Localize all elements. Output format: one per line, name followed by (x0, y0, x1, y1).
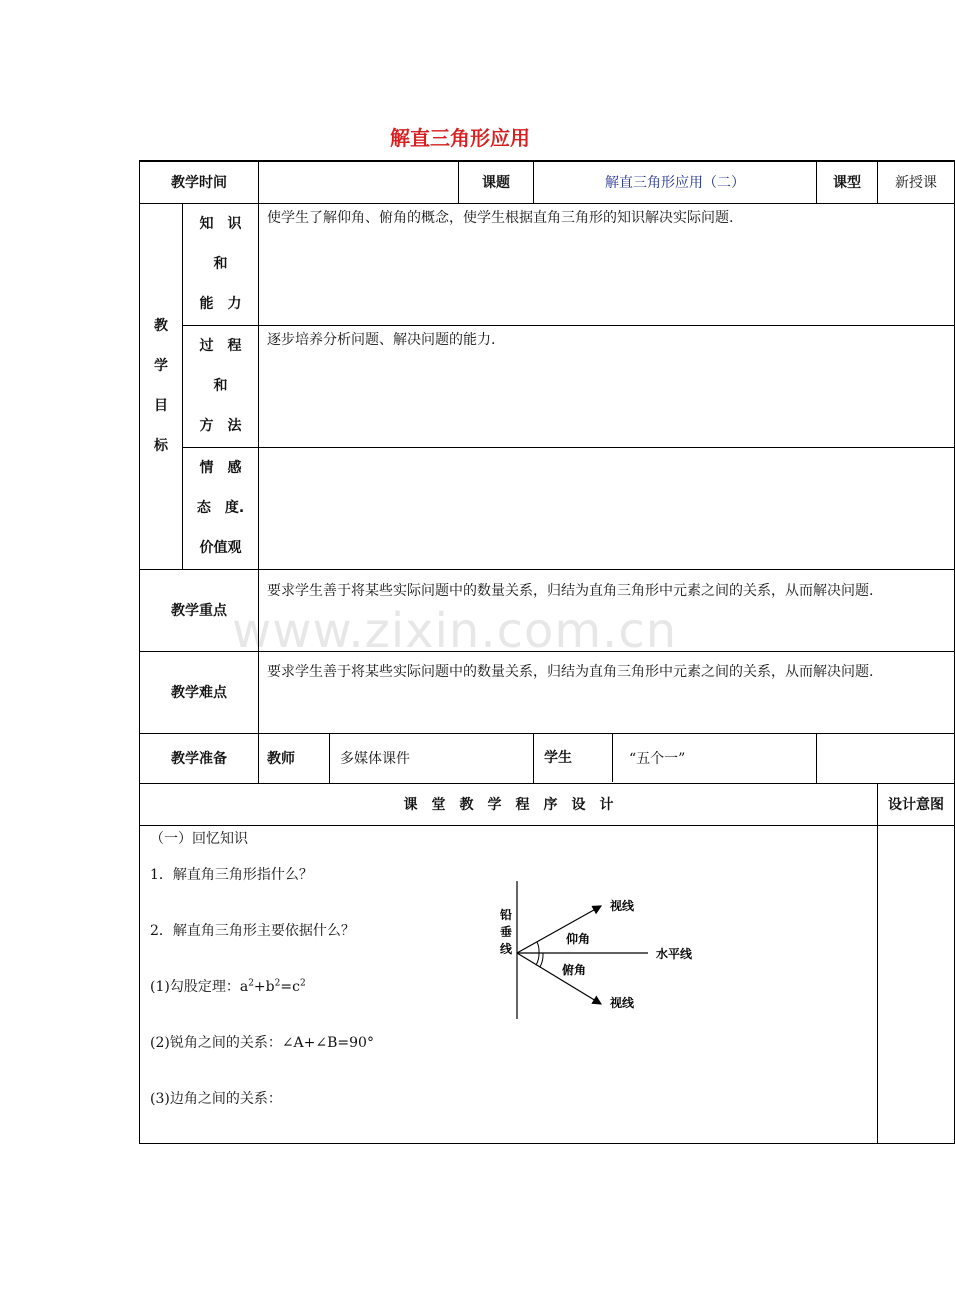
objective-label-knowledge (183, 203, 259, 325)
objectives-label-char: 标 (154, 438, 168, 454)
difficulties-label: 教学难点 (140, 651, 259, 733)
label-line: 知 识 (199, 216, 242, 232)
topic-value: 解直三角形应用（二） (534, 161, 817, 203)
objectives-label-char: 目 (154, 398, 168, 414)
formula-sup: 2 (274, 977, 281, 988)
difficulties-row (140, 651, 955, 733)
type-value: 新授课 (878, 161, 955, 203)
depression-arc (536, 953, 539, 965)
horizontal-label: 水平线 (656, 946, 693, 961)
side-angle-relation: (3)边角之间的关系： (150, 1090, 282, 1107)
key-points-row (140, 569, 955, 651)
section-title: （一）回忆知识 (150, 830, 248, 847)
objective-text-attitude (259, 447, 955, 569)
plumb-label-char: 铅 (500, 907, 513, 922)
objective-label-attitude (183, 447, 259, 569)
type-label: 课型 (817, 161, 878, 203)
key-points-text: 要求学生善于将某些实际问题中的数量关系，归结为直角三角形中元素之间的关系，从而解决问题. (259, 569, 955, 651)
objectives-label (140, 203, 183, 569)
label-line: 情 感 (199, 460, 242, 476)
formula-part: (1)勾股定理：a (150, 978, 249, 995)
objective-row-attitude (140, 447, 955, 569)
time-label: 教学时间 (140, 161, 259, 203)
teacher-value: 多媒体课件 (330, 733, 534, 783)
formula-part: +b (253, 978, 275, 995)
intent-header: 设计意图 (878, 783, 955, 825)
page-title: 解直三角形应用 (390, 126, 530, 150)
plumb-label-char: 线 (500, 941, 513, 956)
watermark: www.zixin.com.cn (232, 603, 678, 659)
question-2: 2．解直角三角形主要依据什么？ (150, 922, 355, 939)
label-line: 能 力 (199, 296, 242, 312)
label-line: 和 (213, 256, 228, 272)
question-1: 1．解直角三角形指什么？ (150, 866, 313, 883)
difficulties-text: 要求学生善于将某些实际问题中的数量关系，归结为直角三角形中元素之间的关系，从而解决问题. (259, 651, 955, 733)
sight-line-down (517, 953, 601, 1004)
depression-label: 俯角 (562, 962, 587, 977)
formula-sup: 2 (248, 977, 254, 988)
depression-arc-2 (540, 953, 543, 967)
objective-label-process (183, 325, 259, 447)
acute-angle-relation: (2)锐角之间的关系：∠A+∠B=90° (150, 1034, 374, 1051)
preparation-blank (817, 733, 955, 783)
lesson-plan-table (139, 160, 955, 1144)
elevation-depression-diagram (500, 881, 730, 1026)
label-line: 态 度. (196, 500, 245, 516)
label-line: 方 法 (199, 418, 242, 434)
objective-row-knowledge (140, 203, 955, 325)
plumb-label-char: 垂 (500, 924, 513, 939)
label-line: 价值观 (199, 540, 242, 556)
objective-text-knowledge: 使学生了解仰角、俯角的概念，使学生根据直角三角形的知识解决实际问题. (259, 203, 955, 325)
preparation-row (140, 733, 955, 783)
preparation-label: 教学准备 (140, 733, 259, 783)
teacher-label: 教师 (259, 733, 330, 783)
sight-up-label: 视线 (610, 898, 635, 913)
formula-sup: 2 (299, 977, 306, 988)
key-points-label: 教学重点 (140, 569, 259, 651)
design-body-row (140, 825, 955, 1143)
label-line: 过 程 (199, 338, 242, 354)
intent-body (878, 825, 955, 1143)
pythagorean-theorem (150, 976, 306, 996)
student-cell (534, 733, 817, 783)
topic-label: 课题 (459, 161, 534, 203)
elevation-arc (537, 942, 539, 953)
objective-row-process (140, 325, 955, 447)
procedure-header: 课 堂 教 学 程 序 设 计 (140, 783, 878, 825)
time-value (259, 161, 459, 203)
objective-text-process: 逐步培养分析问题、解决问题的能力. (259, 325, 955, 447)
procedure-body (140, 825, 878, 1143)
objectives-label-char: 教 (154, 318, 168, 334)
sight-down-label: 视线 (610, 995, 635, 1010)
header-row (140, 161, 955, 203)
student-value: “五个一” (629, 751, 686, 767)
student-label: 学生 (534, 734, 613, 782)
objectives-label-char: 学 (154, 358, 168, 374)
label-line: 和 (213, 378, 228, 394)
design-header-row (140, 783, 955, 825)
formula-part: =c (280, 978, 300, 995)
elevation-label: 仰角 (566, 931, 591, 946)
